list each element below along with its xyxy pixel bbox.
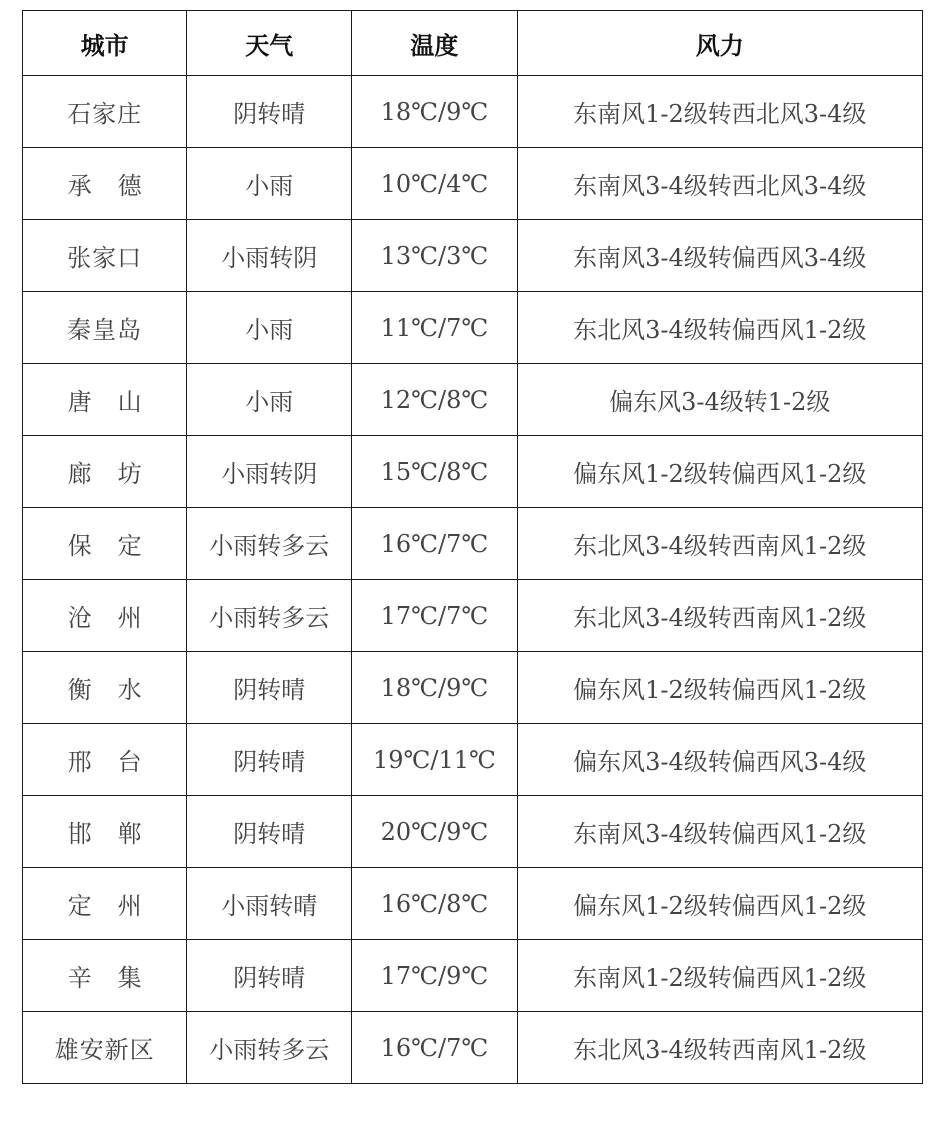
table-row <box>23 364 923 436</box>
temperature-cell: 13℃/3℃ <box>352 220 517 292</box>
header-row <box>23 11 923 76</box>
wind-cell: 偏东风1-2级转偏西风1-2级 <box>517 652 922 724</box>
table-row <box>23 652 923 724</box>
city-cell: 定州 <box>23 868 187 940</box>
table-body <box>23 76 923 1084</box>
temperature-cell: 12℃/8℃ <box>352 364 517 436</box>
weather-cell: 小雨转晴 <box>187 868 352 940</box>
wind-cell: 偏东风1-2级转偏西风1-2级 <box>517 436 922 508</box>
table-row <box>23 724 923 796</box>
city-cell: 廊坊 <box>23 436 187 508</box>
wind-cell: 东北风3-4级转西南风1-2级 <box>517 1012 922 1084</box>
weather-cell: 小雨 <box>187 148 352 220</box>
temperature-cell: 18℃/9℃ <box>352 76 517 148</box>
weather-forecast-table <box>22 10 923 1084</box>
table-row <box>23 868 923 940</box>
weather-cell: 小雨 <box>187 292 352 364</box>
temperature-cell: 17℃/7℃ <box>352 580 517 652</box>
city-cell: 邢台 <box>23 724 187 796</box>
city-cell: 衡水 <box>23 652 187 724</box>
city-cell: 唐山 <box>23 364 187 436</box>
wind-cell: 东南风1-2级转偏西风1-2级 <box>517 940 922 1012</box>
city-cell: 辛集 <box>23 940 187 1012</box>
temperature-cell: 18℃/9℃ <box>352 652 517 724</box>
wind-cell: 东南风1-2级转西北风3-4级 <box>517 76 922 148</box>
city-cell: 秦皇岛 <box>23 292 187 364</box>
temperature-cell: 16℃/8℃ <box>352 868 517 940</box>
city-cell: 沧州 <box>23 580 187 652</box>
weather-cell: 小雨转阴 <box>187 220 352 292</box>
table-row <box>23 580 923 652</box>
header-weather: 天气 <box>187 11 352 76</box>
wind-cell: 东北风3-4级转西南风1-2级 <box>517 580 922 652</box>
weather-cell: 阴转晴 <box>187 796 352 868</box>
header-wind: 风力 <box>517 11 922 76</box>
weather-cell: 小雨转多云 <box>187 1012 352 1084</box>
table-row <box>23 148 923 220</box>
weather-cell: 小雨转多云 <box>187 508 352 580</box>
table-row <box>23 508 923 580</box>
table-row <box>23 76 923 148</box>
city-cell: 邯郸 <box>23 796 187 868</box>
table-row <box>23 1012 923 1084</box>
weather-cell: 阴转晴 <box>187 724 352 796</box>
wind-cell: 东南风3-4级转偏西风1-2级 <box>517 796 922 868</box>
temperature-cell: 15℃/8℃ <box>352 436 517 508</box>
table-row <box>23 220 923 292</box>
weather-cell: 小雨转阴 <box>187 436 352 508</box>
temperature-cell: 16℃/7℃ <box>352 508 517 580</box>
city-cell: 保定 <box>23 508 187 580</box>
table-row <box>23 436 923 508</box>
wind-cell: 东北风3-4级转西南风1-2级 <box>517 508 922 580</box>
wind-cell: 偏东风3-4级转偏西风3-4级 <box>517 724 922 796</box>
city-cell: 石家庄 <box>23 76 187 148</box>
city-cell: 承德 <box>23 148 187 220</box>
weather-cell: 阴转晴 <box>187 652 352 724</box>
table-row <box>23 940 923 1012</box>
weather-cell: 小雨转多云 <box>187 580 352 652</box>
table-row <box>23 292 923 364</box>
temperature-cell: 16℃/7℃ <box>352 1012 517 1084</box>
header-temperature: 温度 <box>352 11 517 76</box>
temperature-cell: 20℃/9℃ <box>352 796 517 868</box>
weather-cell: 阴转晴 <box>187 940 352 1012</box>
temperature-cell: 19℃/11℃ <box>352 724 517 796</box>
wind-cell: 偏东风3-4级转1-2级 <box>517 364 922 436</box>
wind-cell: 东南风3-4级转西北风3-4级 <box>517 148 922 220</box>
weather-cell: 小雨 <box>187 364 352 436</box>
wind-cell: 偏东风1-2级转偏西风1-2级 <box>517 868 922 940</box>
city-cell: 张家口 <box>23 220 187 292</box>
wind-cell: 东北风3-4级转偏西风1-2级 <box>517 292 922 364</box>
city-cell: 雄安新区 <box>23 1012 187 1084</box>
weather-cell: 阴转晴 <box>187 76 352 148</box>
temperature-cell: 11℃/7℃ <box>352 292 517 364</box>
temperature-cell: 10℃/4℃ <box>352 148 517 220</box>
table-header <box>23 11 923 76</box>
header-city: 城市 <box>23 11 187 76</box>
temperature-cell: 17℃/9℃ <box>352 940 517 1012</box>
table-row <box>23 796 923 868</box>
wind-cell: 东南风3-4级转偏西风3-4级 <box>517 220 922 292</box>
